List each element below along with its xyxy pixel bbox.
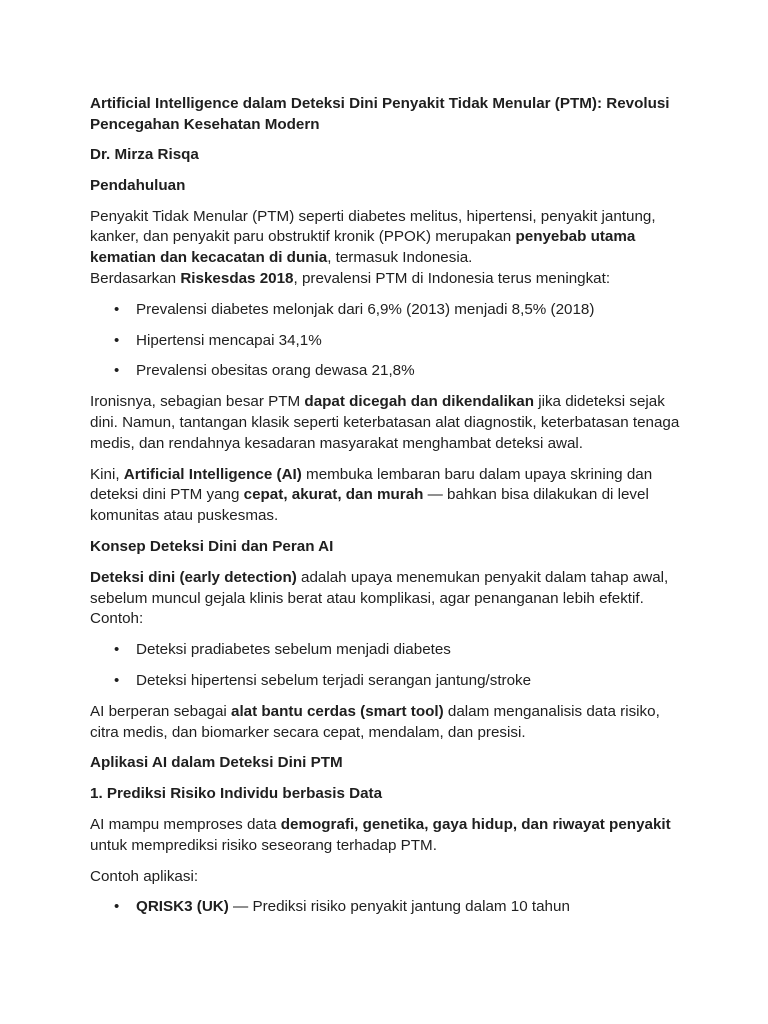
text-run: Penyakit Tidak Menular (PTM) seperti diabetes melitus, hipertensi, penyakit jantung, kanker, dan penyakit paru obstruktif kronik (PPOK) merupakan (90, 207, 656, 246)
text-run: membuka lembaran baru dalam upaya skrining dan deteksi dini PTM yang (90, 465, 653, 504)
list-item: • Hipertensi mencapai 34,1% (90, 331, 690, 352)
section-heading-aplikasi: Aplikasi AI dalam Deteksi Dini PTM (90, 754, 343, 772)
text-run: dalam menganalisis data risiko, citra medis, dan biomarker secara cepat, mendalam, dan presisi. (90, 702, 660, 741)
document-body (90, 93, 690, 928)
example-list (90, 640, 690, 692)
bold-text: Artificial Intelligence (AI) (123, 465, 302, 483)
section-heading-konsep: Konsep Deteksi Dini dan Peran AI (90, 537, 334, 555)
bold-text: Riskesdas 2018 (180, 269, 294, 287)
bold-text: QRISK3 (UK) (136, 898, 229, 916)
text-run: Kini, (90, 465, 124, 483)
text-run: , termasuk Indonesia. (327, 249, 473, 267)
list-item: • Prevalensi obesitas orang dewasa 21,8% (90, 361, 690, 382)
bold-text: alat bantu cerdas (smart tool) (231, 702, 444, 720)
list-item: • Deteksi pradiabetes sebelum menjadi diabetes (90, 640, 690, 661)
prediction-paragraph (90, 815, 690, 857)
document-title: Artificial Intelligence dalam Deteksi Dini Penyakit Tidak Menular (PTM): Revolusi Pencegahan Kesehatan Modern (90, 95, 670, 133)
text-run: Berdasarkan (90, 269, 181, 287)
author-name: Dr. Mirza Risqa (90, 146, 199, 163)
subsection-heading-prediksi: 1. Prediksi Risiko Individu berbasis Data (90, 785, 383, 803)
text-run: untuk memprediksi risiko seseorang terhadap PTM. (90, 836, 437, 854)
text-run: jika dideteksi sejak dini. Namun, tantangan klasik seperti keterbatasan alat diagnostik, keterbatasan tenaga medis, dan rendahnya kesadaran masyarakat menghambat deteksi awal. (90, 393, 680, 452)
text-run: adalah upaya menemukan penyakit dalam tahap awal, sebelum muncul gejala klinis berat atau komplikasi, agar penanganan lebih efektif. (90, 568, 669, 607)
list-item: • Deteksi hipertensi sebelum terjadi serangan jantung/stroke (90, 671, 690, 692)
bold-text: dapat dicegah dan dikendalikan (304, 393, 534, 411)
prevalence-list (90, 300, 690, 382)
text-run: , prevalensi PTM di Indonesia terus meningkat: (293, 269, 611, 287)
text-run: — bahkan bisa dilakukan di level komunitas atau puskesmas. (90, 486, 649, 525)
text-run: AI berperan sebagai (90, 702, 232, 720)
app-list (90, 897, 690, 918)
text-run: — Prediksi risiko penyakit jantung dalam 10 tahun (228, 898, 570, 916)
bold-text: demografi, genetika, gaya hidup, dan riwayat penyakit (280, 815, 671, 833)
ai-role-paragraph (90, 702, 690, 744)
ai-intro-paragraph (90, 465, 690, 527)
list-item (90, 897, 690, 918)
list-item: • Prevalensi diabetes melonjak dari 6,9% (2013) menjadi 8,5% (2018) (90, 300, 690, 321)
text-run: AI mampu memproses data (90, 815, 281, 833)
bold-text: cepat, akurat, dan murah (243, 486, 424, 504)
irony-paragraph (90, 392, 690, 454)
section-heading-pendahuluan: Pendahuluan (90, 176, 186, 194)
bold-text: penyebab utama kematian dan kecacatan di dunia (90, 228, 636, 267)
early-detection-paragraph (90, 568, 690, 630)
text-run: Contoh: (90, 610, 144, 628)
example-apps-label: Contoh aplikasi: (90, 867, 199, 885)
text-run: Ironisnya, sebagian besar PTM (90, 393, 305, 411)
bold-text: Deteksi dini (early detection) (90, 568, 297, 586)
intro-paragraph (90, 207, 690, 290)
